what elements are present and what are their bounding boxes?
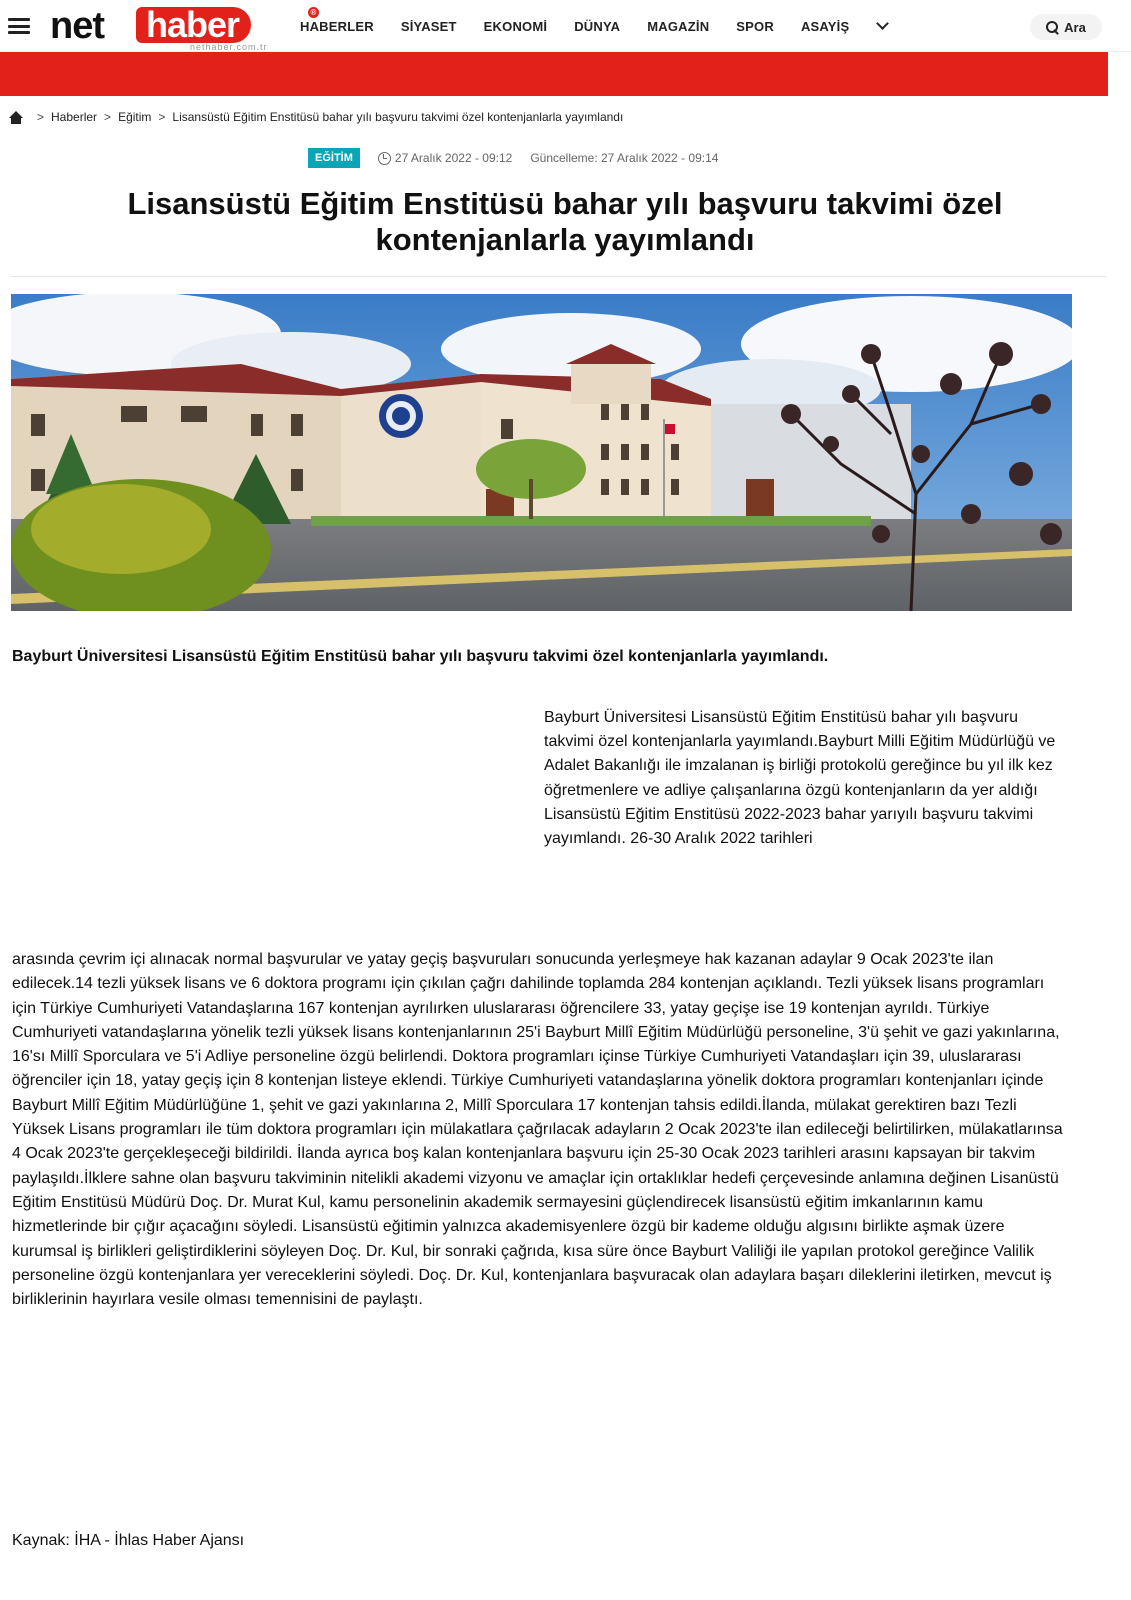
home-icon[interactable]	[8, 111, 24, 124]
breadcrumb-separator: >	[37, 110, 45, 124]
logo-net-text: net	[50, 5, 104, 47]
article-body: arasında çevrim içi alınacak normal başvurular ve yatay geçiş başvuruları sonucunda yerleşmeye hak kazanan adaylar 9 Ocak 2023'te ilan edilecek.14 tezli yüksek lisans ve 6 doktora programı için çıkılan çağrı dahilinde toplamda 284 kontenjan açıklandı. Tezli yüksek lisans programları için Türkiye Cumhuriyeti Vatandaşlarına 167 kontenjan ayrılırken uluslararası öğrencilere 33, yatay geçişe ise 19 kontenjan ayrıldı. Türkiye Cumhuriyeti vatandaşlarına yönelik tezli yüksek lisans kontenjanlarının 25'i Bayburt Millî Eğitim Müdürlüğü personeline, 3'ü şehit ve gazi yakınlarına, 16'sı Millî Sporculara ve 5'i Adliye personeline özgü belirlendi. Doktora programları içinse Türkiye Cumhuriyeti Vatandaşları için 39, uluslararası öğrenciler için 18, yatay geçiş için 8 kontenjan listeye eklendi. Türkiye Cumhuriyeti vatandaşlarına yönelik doktora programları kontenjanları içinde Bayburt Millî Eğitim Müdürlüğüne 1, şehit ve gazi yakınlarına 2, Millî Sporculara 17 kontenjan tahsis edildi.İlanda, mülakat gerektiren bazı Tezli Yüksek Lisans programları ile tüm doktora programları için mülakatlara çağrılacak adayların 2 Ocak 2023'te ilan edileceği belirtilirken, mülakatlarınsa 4 Ocak 2023'te gerçekleşeceği bildirildi. İlanda ayrıca boş kalan kontenjanlara başvuru için 25-30 Ocak 2023 tarihleri arasını kapsayan bir takvim paylaşıldı.İlklere sahne olan başvuru takviminin nitelikli akademi vizyonu ve amaçlar için ortaklıklar hedefi çerçevesinde anlamına değinen Lisanüstü Eğitim Enstitüsü Müdürü Doç. Dr. Murat Kul, kamu personelinin akademik sermayesini güçlendirecek lisansüstü eğitim imkanlarının kamu hizmetlerinde bir çığır açacağını söyledi. Lisansüstü eğitimin yalnızca akademisyenlere özgü bir kademe olduğu algısını birlikte aşmak üzere kurumsal iş birlikleri geliştirdiklerini söyleyen Doç. Dr. Kul, bir sonraki çağrıda, kısa süre önce Bayburt Valiliği ile yapılan protokol gereğince Valilik personeline özgü kontenjanlara yer vereceklerini söyledi. Doç. Dr. Kul, kontenjanlara başvuracak olan adaylara başarı dileklerini iletirken, mevcut iş birliklerinin hayırlara vesile olması temennisini de paylaştı.	[12, 951, 1063, 1309]
hamburger-icon[interactable]	[8, 18, 30, 34]
category-badge[interactable]: EĞİTİM	[308, 148, 360, 168]
nav-item-asayis[interactable]: ASAYİŞ	[800, 18, 850, 34]
breadcrumb-separator: >	[158, 110, 166, 124]
ad-slot	[12, 706, 527, 950]
top-header	[0, 0, 1131, 52]
article-lead: Bayburt Üniversitesi Lisansüstü Eğitim Enstitüsü bahar yılı başvuru takvimi özel kontenjanlarla yayımlandı.	[12, 648, 829, 665]
logo-registered-mark: ®	[308, 7, 319, 18]
search-button[interactable]	[1030, 14, 1102, 40]
article-source: Kaynak: İHA - İhlas Haber Ajansı	[12, 1532, 245, 1549]
breadcrumb-item-current: Lisansüstü Eğitim Enstitüsü bahar yılı başvuru takvimi özel kontenjanlarla yayımlandı	[172, 110, 624, 124]
nav-item-magazin[interactable]: MAGAZİN	[647, 18, 710, 34]
updated-date: Güncelleme: 27 Aralık 2022 - 09:14	[530, 151, 719, 165]
breadcrumb-separator: >	[104, 110, 112, 124]
chevron-down-icon[interactable]	[876, 17, 889, 30]
search-label: Ara	[1064, 19, 1086, 35]
nav-item-dunya[interactable]: DÜNYA	[574, 18, 621, 34]
nav-item-spor[interactable]: SPOR	[736, 18, 774, 34]
breadcrumb-item-haberler[interactable]: Haberler	[51, 110, 98, 124]
search-icon	[1046, 21, 1059, 34]
clock-icon	[378, 152, 391, 165]
logo-subtitle: nethaber.com.tr	[190, 42, 268, 52]
page-title: Lisansüstü Eğitim Enstitüsü bahar yılı başvuru takvimi özel kontenjanlarla yayımlandı	[127, 186, 1003, 257]
article-body-intro: Bayburt Üniversitesi Lisansüstü Eğitim Enstitüsü bahar yılı başvuru takvimi özel kontenjanlarla yayımlandı.Bayburt Milli Eğitim Müdürlüğü ve Adalet Bakanlığı ile imzalanan iş birliği protokolü gereğince bu yıl ilk kez öğretmenlere ve adliye çalışanlarına özgü kontenjanların da yer aldığı Lisansüstü Eğitim Enstitüsü 2022-2023 bahar yarıyılı başvuru takvimi yayımlandı. 26-30 Aralık 2022 tarihleri	[544, 709, 1056, 848]
logo-haber-text: haber	[136, 7, 251, 43]
main-nav	[300, 0, 887, 52]
article-hero-image	[11, 294, 1072, 611]
article-meta	[308, 148, 718, 168]
ad-banner-strip	[0, 52, 1108, 96]
title-divider	[10, 276, 1106, 277]
nav-item-haberler[interactable]: HABERLER	[300, 18, 374, 34]
breadcrumb	[8, 110, 623, 124]
nav-item-ekonomi[interactable]: EKONOMİ	[483, 18, 548, 34]
breadcrumb-item-egitim[interactable]: Eğitim	[118, 110, 152, 124]
published-date: 27 Aralık 2022 - 09:12	[394, 151, 513, 165]
nav-item-siyaset[interactable]: SİYASET	[400, 18, 457, 34]
